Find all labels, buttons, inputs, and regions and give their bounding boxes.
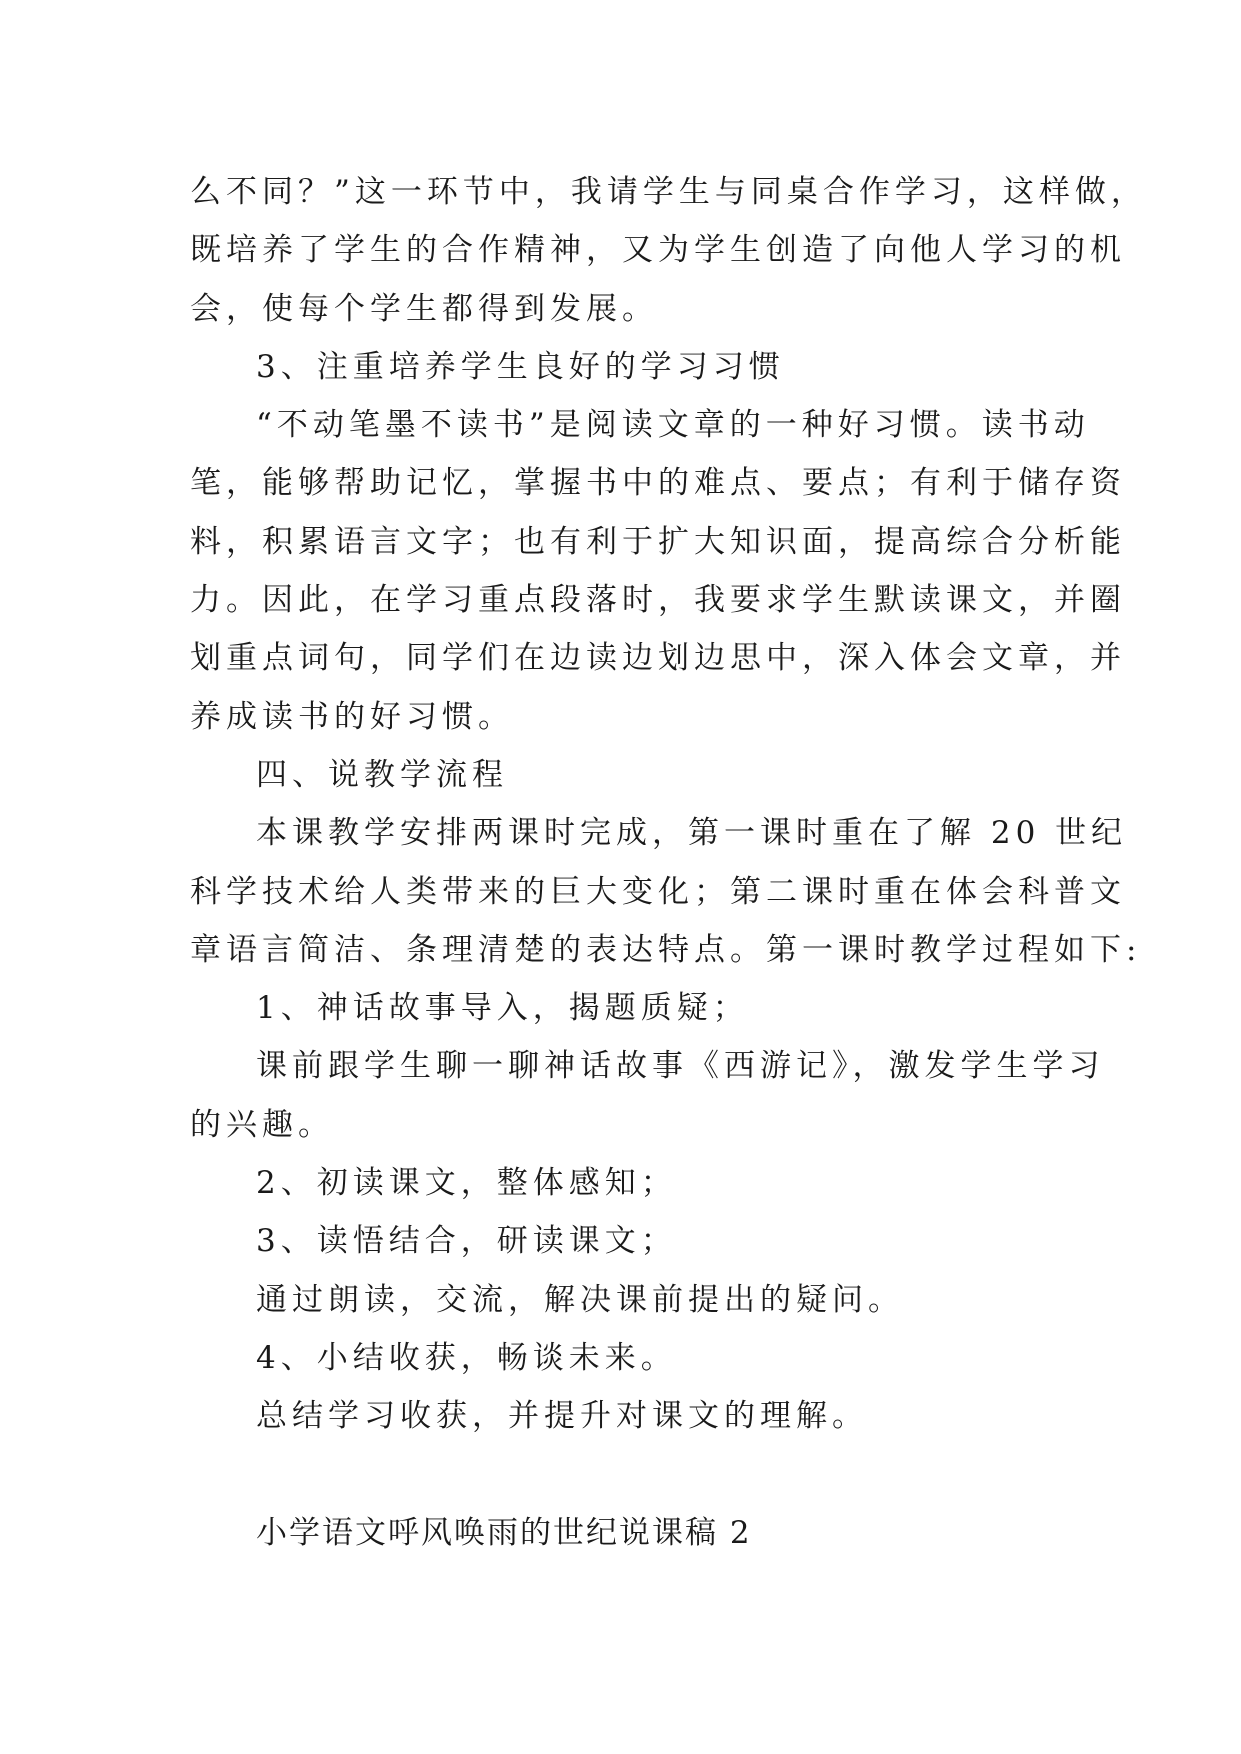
- next-section-title: 小学语文呼风唤雨的世纪说课稿 2: [256, 1514, 752, 1551]
- blank-line: [190, 1446, 1056, 1504]
- text-line: 既培养了学生的合作精神，又为学生创造了向他人学习的机: [190, 232, 1126, 269]
- text-line: 划重点词句，同学们在边读边划边思中，深入体会文章，并: [190, 640, 1126, 677]
- text-line: 通过朗读，交流，解决课前提出的疑问。: [256, 1281, 904, 1318]
- text-line: 总结学习收获，并提升对课文的理解。: [256, 1398, 868, 1435]
- list-item: 4、小结收获，畅谈未来。: [256, 1339, 677, 1376]
- text-line: 笔，能够帮助记忆，掌握书中的难点、要点；有利于储存资: [190, 465, 1126, 502]
- text-line: 本课教学安排两课时完成，第一课时重在了解 20 世纪: [256, 815, 1128, 852]
- text-line: 养成读书的好习惯。: [190, 698, 514, 735]
- section-heading: 四、说教学流程: [256, 756, 508, 793]
- text-line: 科学技术给人类带来的巨大变化；第二课时重在体会科普文: [190, 873, 1126, 910]
- text-line: 课前跟学生聊一聊神话故事《西游记》，激发学生学习: [256, 1048, 1105, 1085]
- section-heading: 3、注重培养学生良好的学习习惯: [256, 348, 785, 385]
- document-body: [190, 163, 1147, 1562]
- text-line: 会，使每个学生都得到发展。: [190, 290, 658, 327]
- text-line: 料，积累语言文字；也有利于扩大知识面，提高综合分析能: [190, 523, 1126, 560]
- text-line: 力。因此，在学习重点段落时，我要求学生默读课文，并圈: [190, 582, 1126, 619]
- text-line: 的兴趣。: [190, 1106, 334, 1143]
- list-item: 1、神话故事导入，揭题质疑；: [256, 990, 749, 1027]
- text-line: 么不同？”这一环节中，我请学生与同桌合作学习，这样做，: [190, 174, 1147, 210]
- text-line: 章语言简洁、条理清楚的表达特点。第一课时教学过程如下:: [190, 931, 1142, 968]
- list-item: 3、读悟结合，研读课文；: [256, 1223, 677, 1260]
- list-item: 2、初读课文，整体感知；: [256, 1165, 677, 1202]
- text-line: “不动笔墨不读书”是阅读文章的一种好习惯。读书动: [256, 407, 1090, 444]
